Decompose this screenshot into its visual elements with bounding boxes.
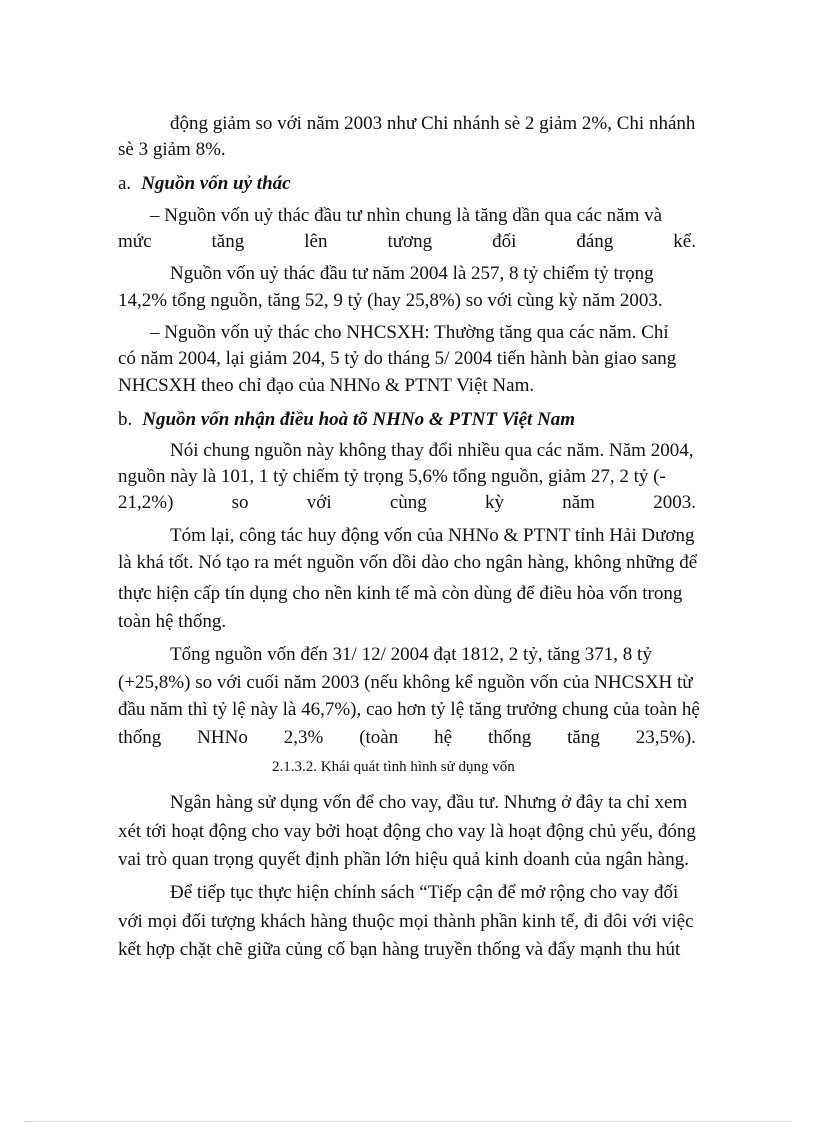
paragraph-line: – Nguồn vốn uỷ thác cho NHCSXH: Thường tăng qua các năm. Chỉ	[150, 322, 669, 343]
word: hệ	[434, 727, 453, 748]
word: 21,2%)	[118, 492, 174, 513]
word: đối	[492, 231, 517, 252]
word: NHNo	[197, 727, 248, 748]
page-bottom-divider	[24, 1121, 792, 1122]
paragraph-line: NHCSXH theo chỉ đạo của NHNo & PTNT Việt Nam.	[118, 375, 535, 396]
word: so	[231, 492, 249, 513]
section-title: Nguồn vốn uỷ thác	[141, 173, 291, 194]
paragraph-line: xét tới hoạt động cho vay bởi hoạt động cho vay là hoạt động chủ yếu, đóng	[118, 821, 696, 842]
paragraph-line: Nguồn vốn uỷ thác đầu tư năm 2004 là 257, 8 tỷ chiếm tỷ trọng	[170, 263, 654, 284]
word: 2,3%	[283, 727, 324, 748]
section-title: Nguồn vốn nhận điều hoà tõ NHNo & PTNT Việt Nam	[142, 409, 576, 430]
paragraph-line: động giảm so với năm 2003 như Chi nhánh sè 2 giảm 2%, Chi nhánh	[170, 113, 696, 134]
word: thống	[487, 727, 532, 748]
word: kỳ	[485, 492, 505, 513]
paragraph-line: 14,2% tổng nguồn, tăng 52, 9 tỷ (hay 25,8%) so với cùng kỳ năm 2003.	[118, 290, 663, 311]
paragraph-line: đầu năm thì tỷ lệ này là 46,7%), cao hơn tỷ lệ tăng trưởng chung của toàn hệ	[118, 699, 700, 720]
word: (toàn	[359, 727, 399, 748]
justified-line	[118, 491, 696, 515]
section-heading-a	[118, 172, 291, 196]
word: tương	[387, 231, 433, 252]
paragraph-line: sè 3 giảm 8%.	[118, 139, 226, 160]
section-marker: b.	[118, 409, 133, 430]
paragraph-line: Ngân hàng sử dụng vốn để cho vay, đầu tư. Nhưng ở đây ta chỉ xem	[170, 792, 688, 813]
justified-line	[118, 726, 696, 750]
section-marker: a.	[118, 173, 132, 194]
paragraph-line: Tổng nguồn vốn đến 31/ 12/ 2004 đạt 1812, 2 tỷ, tăng 371, 8 tỷ	[170, 644, 652, 665]
paragraph-line: (+25,8%) so với cuối năm 2003 (nếu không kể nguồn vốn của NHCSXH từ	[118, 672, 693, 693]
paragraph-line: Nói chung nguồn này không thay đổi nhiều qua các năm. Năm 2004,	[170, 440, 694, 461]
paragraph-line: kết hợp chặt chẽ giữa củng cố bạn hàng truyền thống và đẩy mạnh thu hút	[118, 939, 681, 960]
paragraph-line: là khá tốt. Nó tạo ra mét nguồn vốn dồi dào cho ngân hàng, không những để	[118, 552, 698, 573]
subsection-heading: 2.1.3.2. Khái quát tình hình sử dụng vốn	[272, 759, 515, 775]
word: với	[306, 492, 332, 513]
paragraph-line: – Nguồn vốn uỷ thác đầu tư nhìn chung là tăng dần qua các năm và	[150, 205, 663, 226]
word: 2003.	[653, 492, 696, 513]
paragraph-line: với mọi đối tượng khách hàng thuộc mọi thành phần kinh tế, đi đôi với việc	[118, 911, 694, 932]
word: đáng	[576, 231, 614, 252]
word: thống	[118, 727, 162, 748]
word: tăng	[567, 727, 600, 748]
word: tăng	[211, 231, 245, 252]
paragraph-line: Để tiếp tục thực hiện chính sách “Tiếp cận để mở rộng cho vay đối	[170, 882, 679, 903]
paragraph-line: có năm 2004, lại giảm 204, 5 tỷ do tháng 5/ 2004 tiến hành bàn giao sang	[118, 348, 677, 369]
paragraph-line: vai trò quan trọng quyết định phần lớn hiệu quả kinh doanh của ngân hàng.	[118, 849, 689, 870]
paragraph-line: nguồn này là 101, 1 tỷ chiếm tỷ trọng 5,6% tổng nguồn, giảm 27, 2 tỷ (-	[118, 466, 666, 487]
word: lên	[304, 231, 328, 252]
paragraph-line: Tóm lại, công tác huy động vốn của NHNo & PTNT tỉnh Hải Dương	[170, 525, 695, 546]
word: mức	[118, 231, 152, 252]
word: 23,5%).	[635, 727, 696, 748]
word: năm	[562, 492, 595, 513]
word: kể.	[673, 231, 696, 252]
paragraph-line: thực hiện cấp tín dụng cho nền kinh tế mà còn dùng để điều hòa vốn trong	[118, 583, 683, 604]
section-heading-b	[118, 408, 575, 432]
paragraph-line: toàn hệ thống.	[118, 611, 227, 632]
word: cùng	[389, 492, 427, 513]
justified-line	[118, 230, 696, 254]
